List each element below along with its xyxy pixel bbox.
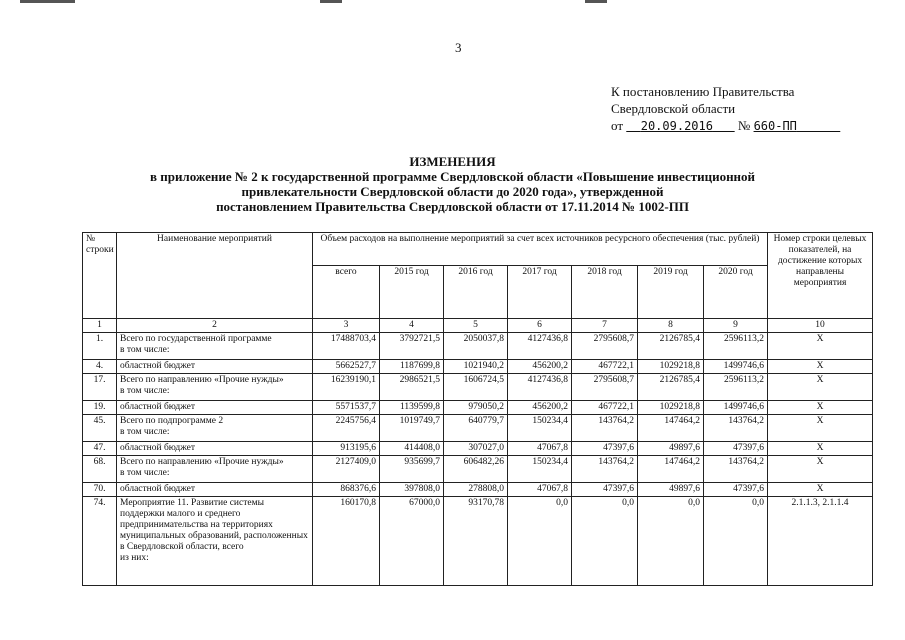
from-label: от [611,118,624,133]
title-line1: ИЗМЕНЕНИЯ [409,154,496,169]
cell-2017: 4127436,8 [508,333,572,360]
cell-2017: 150234,4 [508,456,572,483]
decree-ref-line1: К постановлению Правительства [611,84,795,99]
table-row [83,483,873,497]
row-number: 17. [83,374,117,401]
cell-target: Х [768,415,873,442]
table-row [83,442,873,456]
column-number: 2 [117,319,313,333]
cell-target: Х [768,442,873,456]
column-number: 7 [572,319,638,333]
cell-2020: 143764,2 [704,415,768,442]
number-label: № [737,118,751,133]
cell-2018: 467722,1 [572,360,638,374]
header-target: Номер строки целевых показателей, на достижение которых направлены мероприятия [768,233,873,319]
scan-edge-mark [320,0,342,3]
scan-edge-mark [585,0,607,3]
document-title [0,154,905,214]
table-header-row [83,233,873,266]
table-row [83,401,873,415]
cell-2018: 143764,2 [572,456,638,483]
cell-2015: 935699,7 [380,456,444,483]
table-row [83,374,873,401]
cell-2017: 47067,8 [508,483,572,497]
decree-ref-line3 [611,117,840,135]
cell-2017: 47067,8 [508,442,572,456]
cell-2019: 49897,6 [638,483,704,497]
cell-2016: 1606724,5 [444,374,508,401]
row-number: 47. [83,442,117,456]
header-2020: 2020 год [704,266,768,319]
row-number: 74. [83,497,117,586]
cell-2016: 307027,0 [444,442,508,456]
cell-2020: 47397,6 [704,442,768,456]
title-line3: привлекательности Свердловской области до 2020 года», утвержденной [241,184,664,199]
cell-2015: 2986521,5 [380,374,444,401]
row-number: 4. [83,360,117,374]
cell-2018: 2795608,7 [572,333,638,360]
row-name: Всего по подпрограмме 2 в том числе: [117,415,313,442]
column-number: 5 [444,319,508,333]
cell-total: 5662527,7 [313,360,380,374]
cell-2016: 2050037,8 [444,333,508,360]
header-2017: 2017 год [508,266,572,319]
cell-2015: 1187699,8 [380,360,444,374]
header-2015: 2015 год [380,266,444,319]
cell-2016: 640779,7 [444,415,508,442]
table-row [83,333,873,360]
page-number: 3 [455,40,462,55]
cell-2020: 2596113,2 [704,374,768,401]
cell-2015: 414408,0 [380,442,444,456]
cell-2016: 1021940,2 [444,360,508,374]
row-number: 1. [83,333,117,360]
table-row [83,456,873,483]
cell-2020: 0,0 [704,497,768,586]
cell-target: Х [768,374,873,401]
row-name: областной бюджет [117,360,313,374]
cell-2017: 4127436,8 [508,374,572,401]
cell-total: 160170,8 [313,497,380,586]
cell-target: Х [768,333,873,360]
cell-2020: 1499746,6 [704,360,768,374]
column-number: 8 [638,319,704,333]
scan-edge-mark [20,0,75,3]
cell-target: Х [768,483,873,497]
cell-2016: 278808,0 [444,483,508,497]
cell-2017: 0,0 [508,497,572,586]
title-line4: постановлением Правительства Свердловской области от 17.11.2014 № 1002-ПП [216,199,689,214]
row-number: 68. [83,456,117,483]
changes-table [82,232,873,586]
cell-2020: 47397,6 [704,483,768,497]
cell-2015: 397808,0 [380,483,444,497]
cell-2015: 3792721,5 [380,333,444,360]
cell-2015: 1139599,8 [380,401,444,415]
cell-2018: 2795608,7 [572,374,638,401]
header-volume: Объем расходов на выполнение мероприятий за счет всех источников ресурсного обеспечения (тыс. рублей) [313,233,768,266]
title-line2: в приложение № 2 к государственной программе Свердловской области «Повышение инвестиционной [149,169,756,184]
cell-2016: 606482,26 [444,456,508,483]
cell-2016: 979050,2 [444,401,508,415]
row-name: Всего по направлению «Прочие нужды» в том числе: [117,456,313,483]
header-name: Наименование мероприятий [117,233,313,319]
header-row-number: № строки [83,233,117,319]
cell-2019: 1029218,8 [638,401,704,415]
column-number: 6 [508,319,572,333]
cell-2017: 456200,2 [508,360,572,374]
cell-target: Х [768,360,873,374]
cell-2018: 47397,6 [572,442,638,456]
cell-total: 913195,6 [313,442,380,456]
decree-date: 20.09.2016 [640,119,713,133]
cell-2015: 1019749,7 [380,415,444,442]
decree-number: 660-ПП [753,119,797,133]
cell-2019: 2126785,4 [638,333,704,360]
decree-ref-line2: Свердловской области [611,101,736,116]
column-number: 1 [83,319,117,333]
cell-2015: 67000,0 [380,497,444,586]
row-number: 19. [83,401,117,415]
header-2019: 2019 год [638,266,704,319]
cell-2017: 150234,4 [508,415,572,442]
cell-2019: 49897,6 [638,442,704,456]
cell-2020: 2596113,2 [704,333,768,360]
cell-total: 17488703,4 [313,333,380,360]
cell-total: 868376,6 [313,483,380,497]
cell-target: Х [768,401,873,415]
cell-2016: 93170,78 [444,497,508,586]
header-total: всего [313,266,380,319]
cell-total: 2127409,0 [313,456,380,483]
cell-2019: 147464,2 [638,456,704,483]
cell-total: 2245756,4 [313,415,380,442]
cell-2018: 467722,1 [572,401,638,415]
cell-2018: 143764,2 [572,415,638,442]
table-row [83,497,873,586]
cell-target: 2.1.1.3, 2.1.1.4 [768,497,873,586]
cell-2019: 147464,2 [638,415,704,442]
cell-2019: 2126785,4 [638,374,704,401]
cell-total: 5571537,7 [313,401,380,415]
table-row [83,415,873,442]
row-number: 70. [83,483,117,497]
row-name: областной бюджет [117,401,313,415]
cell-2017: 456200,2 [508,401,572,415]
cell-2019: 1029218,8 [638,360,704,374]
header-2018: 2018 год [572,266,638,319]
column-number-row [83,319,873,333]
row-name: Всего по направлению «Прочие нужды» в том числе: [117,374,313,401]
cell-2018: 0,0 [572,497,638,586]
row-name: Всего по государственной программе в том числе: [117,333,313,360]
cell-2019: 0,0 [638,497,704,586]
cell-total: 16239190,1 [313,374,380,401]
row-name: Мероприятие 11. Развитие системы поддержки малого и среднего предпринимательства на территориях муниципальных образований, расположенных в Свердловской области, всего из них: [117,497,313,586]
header-2016: 2016 год [444,266,508,319]
decree-reference [611,83,840,135]
cell-2018: 47397,6 [572,483,638,497]
table-row [83,360,873,374]
cell-2020: 1499746,6 [704,401,768,415]
row-number: 45. [83,415,117,442]
cell-target: Х [768,456,873,483]
column-number: 3 [313,319,380,333]
column-number: 9 [704,319,768,333]
row-name: областной бюджет [117,483,313,497]
column-number: 4 [380,319,444,333]
cell-2020: 143764,2 [704,456,768,483]
column-number: 10 [768,319,873,333]
row-name: областной бюджет [117,442,313,456]
